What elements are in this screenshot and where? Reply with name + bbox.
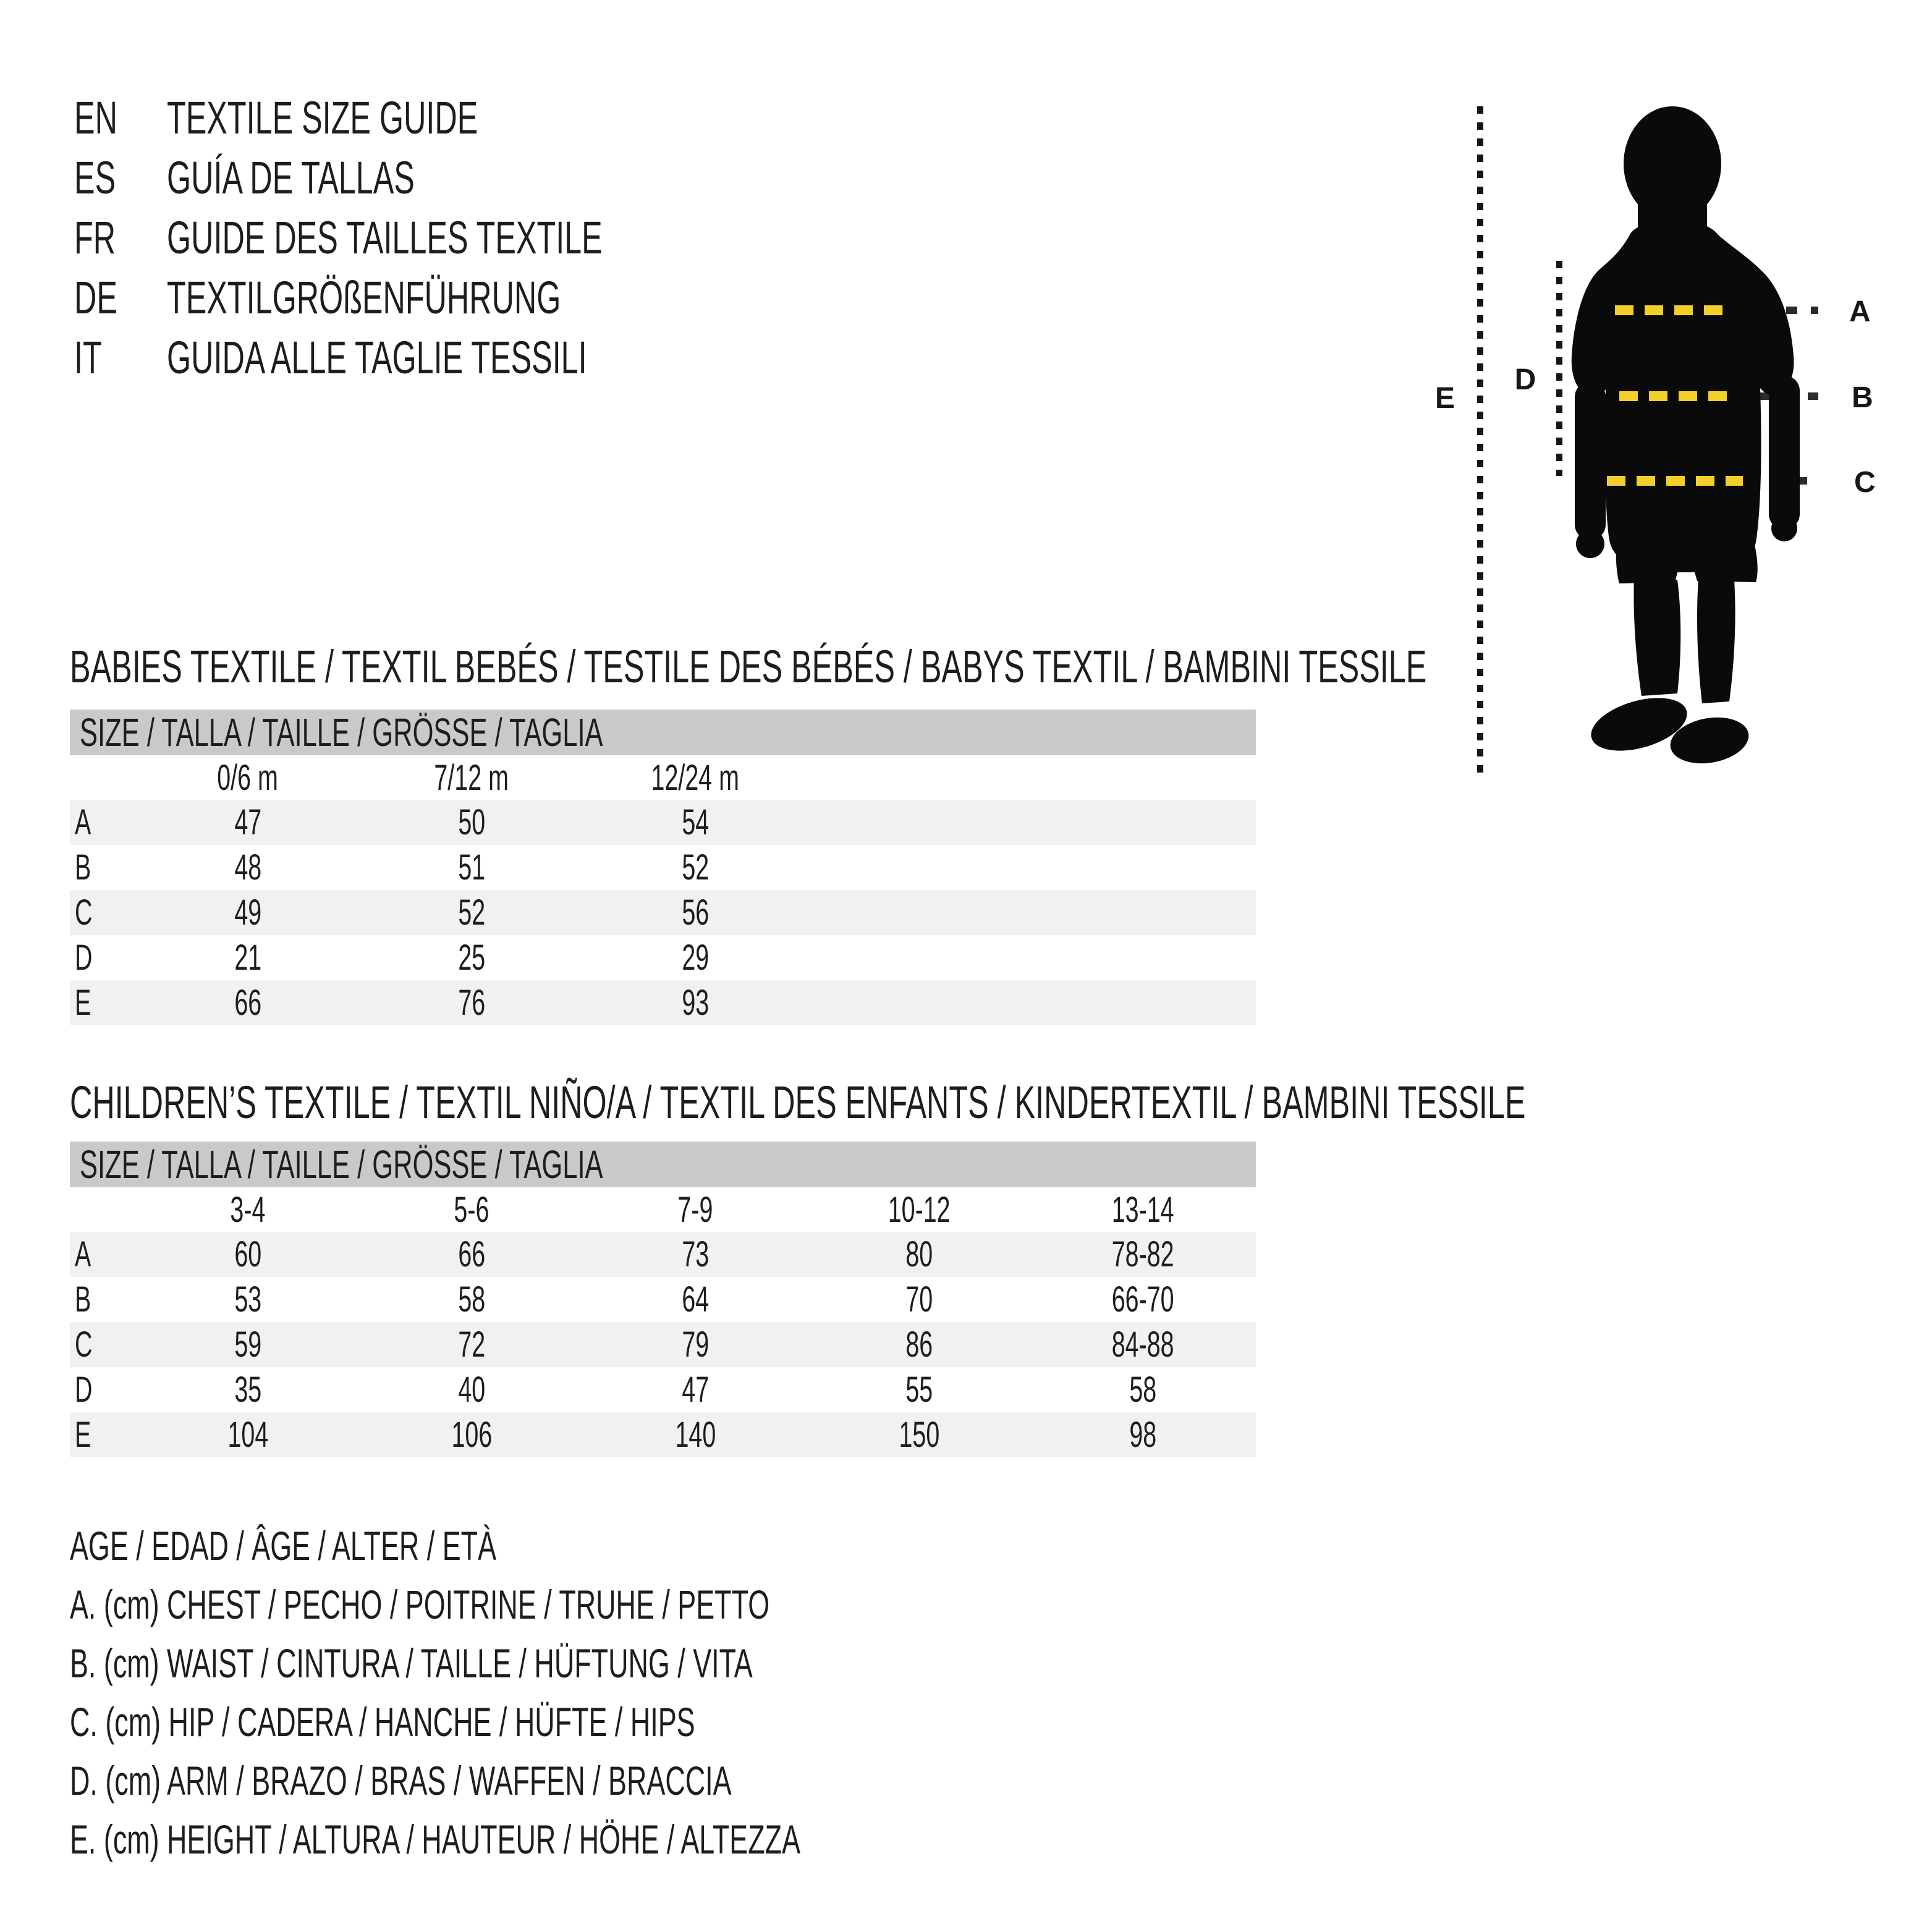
legend-text: AGE / EDAD / ÂGE / ALTER / ETÀ	[70, 1522, 497, 1569]
babies-column-header-row	[70, 755, 1256, 800]
children-section-title	[70, 1077, 1932, 1128]
legend-row-waist	[70, 1633, 1144, 1692]
table-cell: 70	[905, 1279, 933, 1320]
marker-b-label: B	[1852, 381, 1873, 414]
babies-section-title-text: BABIES TEXTILE / TEXTIL BEBÉS / TESTILE DES BÉBÉS / BABYS TEXTIL / BAMBINI TESSILE	[70, 641, 1427, 692]
silhouette-right-arm	[1769, 376, 1800, 529]
table-cell: 55	[905, 1370, 933, 1410]
language-row-fr	[74, 208, 807, 268]
table-cell: 98	[1129, 1415, 1156, 1455]
children-size-table	[70, 1142, 1256, 1457]
legend-text: D. (cm) ARM / BRAZO / BRAS / WAFFEN / BRACCIA	[70, 1757, 732, 1803]
table-cell: 84-88	[1111, 1324, 1174, 1365]
language-title: TEXTILGRÖßENFÜHRUNG	[167, 272, 561, 323]
table-cell: 53	[234, 1279, 261, 1320]
table-cell: 47	[234, 802, 261, 842]
row-label: B	[75, 847, 91, 888]
legend-text: A. (cm) CHEST / PECHO / POITRINE / TRUHE / PETTO	[70, 1581, 770, 1627]
table-cell: 58	[458, 1279, 485, 1320]
row-label: C	[75, 892, 93, 933]
column-header: 12/24 m	[651, 757, 740, 798]
marker-a-label: A	[1849, 295, 1871, 328]
table-cell: 66	[458, 1234, 485, 1274]
language-row-it	[74, 328, 807, 388]
table-cell: 78-82	[1111, 1234, 1174, 1274]
table-row-hip	[70, 890, 1256, 935]
table-cell: 150	[899, 1415, 939, 1455]
table-cell: 86	[905, 1324, 933, 1365]
column-header: 7-9	[677, 1189, 713, 1230]
table-cell: 21	[234, 938, 261, 978]
column-header: 7/12 m	[434, 757, 509, 798]
marker-e-label: E	[1434, 382, 1455, 415]
babies-size-header-text: SIZE / TALLA / TAILLE / GRÖSSE / TAGLIA	[80, 710, 603, 755]
language-code: DE	[74, 272, 117, 323]
table-cell: 35	[234, 1370, 261, 1410]
table-cell: 51	[458, 847, 485, 888]
row-label: D	[75, 1370, 93, 1410]
table-cell: 64	[682, 1279, 709, 1320]
language-code: EN	[74, 92, 117, 143]
table-cell: 29	[682, 938, 709, 978]
table-cell: 25	[458, 938, 485, 978]
language-title: GUIDE DES TAILLES TEXTILE	[167, 212, 603, 263]
language-code: FR	[74, 212, 116, 263]
row-label: A	[75, 1234, 91, 1274]
table-row-height	[70, 1412, 1256, 1457]
column-header: 3-4	[230, 1189, 266, 1230]
row-label: E	[75, 983, 91, 1023]
legend-row-chest	[70, 1575, 1144, 1633]
table-cell: 80	[905, 1234, 933, 1274]
table-cell: 52	[682, 847, 709, 888]
table-cell: 66-70	[1111, 1279, 1174, 1320]
marker-d-label: D	[1514, 363, 1536, 396]
language-title: GUIDA ALLE TAGLIE TESSILI	[167, 332, 587, 383]
row-label: C	[75, 1324, 93, 1365]
children-size-header-bar	[70, 1142, 1256, 1187]
table-row-arm	[70, 935, 1256, 980]
silhouette-shorts	[1616, 538, 1758, 583]
table-row-hip	[70, 1322, 1256, 1367]
legend-text: E. (cm) HEIGHT / ALTURA / HAUTEUR / HÖHE / ALTEZZA	[70, 1816, 801, 1862]
table-cell: 66	[234, 983, 261, 1023]
table-row-arm	[70, 1367, 1256, 1412]
column-header: 5-6	[454, 1189, 489, 1230]
language-row-en	[74, 88, 807, 148]
column-header: 10-12	[888, 1189, 951, 1230]
column-header: 13-14	[1111, 1189, 1174, 1230]
silhouette-left-arm	[1575, 382, 1606, 540]
row-label: E	[75, 1415, 91, 1455]
table-cell: 49	[234, 892, 261, 933]
row-label: D	[75, 938, 93, 978]
legend-row-hip	[70, 1692, 1144, 1751]
table-cell: 59	[234, 1324, 261, 1365]
table-row-chest	[70, 800, 1256, 845]
table-cell: 54	[682, 802, 709, 842]
table-cell: 50	[458, 802, 485, 842]
table-cell: 79	[682, 1324, 709, 1365]
table-cell: 47	[682, 1370, 709, 1410]
row-label: B	[75, 1279, 91, 1320]
table-cell: 93	[682, 983, 709, 1023]
language-title: TEXTILE SIZE GUIDE	[167, 92, 478, 143]
legend-text: B. (cm) WAIST / CINTURA / TAILLE / HÜFTUNG / VITA	[70, 1640, 753, 1686]
silhouette-right-hand	[1771, 515, 1797, 541]
table-cell: 56	[682, 892, 709, 933]
children-column-header-row	[70, 1187, 1256, 1232]
table-cell: 73	[682, 1234, 709, 1274]
table-row-waist	[70, 1277, 1256, 1322]
legend-text: C. (cm) HIP / CADERA / HANCHE / HÜFTE / HIPS	[70, 1698, 695, 1745]
babies-section-title	[70, 641, 1932, 692]
language-code: ES	[74, 152, 116, 203]
table-cell: 140	[675, 1415, 716, 1455]
table-cell: 52	[458, 892, 485, 933]
table-cell: 40	[458, 1370, 485, 1410]
legend-row-arm	[70, 1751, 1144, 1810]
measurement-legend	[70, 1516, 1144, 1868]
table-row-chest	[70, 1232, 1256, 1277]
language-title-list	[74, 88, 807, 388]
marker-c-label: C	[1854, 466, 1876, 499]
table-cell: 104	[227, 1415, 268, 1455]
language-title: GUÍA DE TALLAS	[167, 152, 415, 203]
table-cell: 76	[458, 983, 485, 1023]
language-row-de	[74, 268, 807, 328]
language-row-es	[74, 148, 807, 208]
table-cell: 72	[458, 1324, 485, 1365]
children-section-title-text: CHILDREN’S TEXTILE / TEXTIL NIÑO/A / TEXTIL DES ENFANTS / KINDERTEXTIL / BAMBINI TESSILE	[70, 1077, 1526, 1128]
table-cell: 48	[234, 847, 261, 888]
table-cell: 106	[451, 1415, 492, 1455]
table-row-height	[70, 980, 1256, 1025]
table-cell: 58	[1129, 1370, 1156, 1410]
babies-size-table	[70, 710, 1256, 1025]
silhouette-left-hand	[1576, 530, 1604, 558]
legend-row-age	[70, 1516, 1144, 1575]
babies-size-header-bar	[70, 710, 1256, 755]
table-row-waist	[70, 845, 1256, 890]
children-size-header-text: SIZE / TALLA / TAILLE / GRÖSSE / TAGLIA	[80, 1142, 603, 1187]
language-code: IT	[74, 332, 102, 383]
table-cell: 60	[234, 1234, 261, 1274]
column-header: 0/6 m	[217, 757, 279, 798]
row-label: A	[75, 802, 91, 842]
legend-row-height	[70, 1810, 1144, 1868]
